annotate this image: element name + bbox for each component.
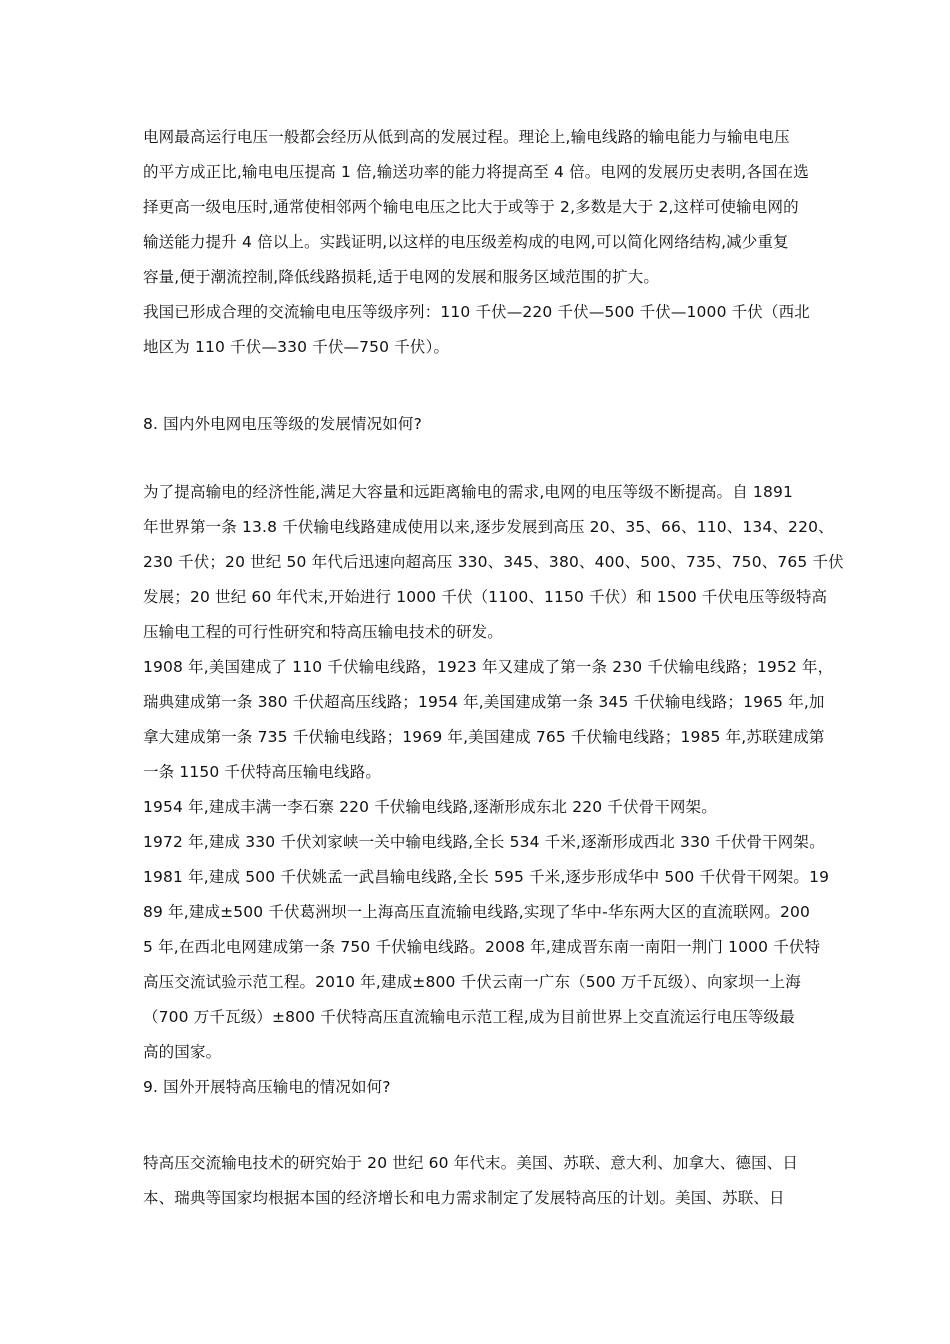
body-text-line: 5 年,在西北电网建成第一条 750 千伏输电线路。2008 年,建成晋东南一南阳一荆门 1000 千伏特: [143, 938, 821, 956]
body-text-line: 年世界第一条 13.8 千伏输电线路建成使用以来,逐步发展到高压 20、35、66、110、134、220、: [143, 518, 834, 536]
section-heading-8: 8. 国内外电网电压等级的发展情况如何?: [143, 415, 422, 433]
body-text-line: 瑞典建成第一条 380 千伏超高压线路；1954 年,美国建成第一条 345 千伏输电线路；1965 年,加: [143, 693, 825, 711]
body-text-line: 输送能力提升 4 倍以上。实践证明,以这样的电压级差构成的电网,可以简化网络结构,减少重复: [143, 233, 789, 251]
body-text-line: 电网最高运行电压一般都会经历从低到高的发展过程。理论上,输电线路的输电能力与输电电压: [143, 128, 790, 146]
body-text-line: 我国已形成合理的交流输电电压等级序列：110 千伏—220 千伏—500 千伏—1000 千伏（西北: [143, 303, 810, 321]
body-text-line: 拿大建成第一条 735 千伏输电线路；1969 年,美国建成 765 千伏输电线路；1985 年,苏联建成第: [143, 728, 825, 746]
body-text-line: 的平方成正比,输电电压提高 1 倍,输送功率的能力将提高至 4 倍。电网的发展历史表明,各国在选: [143, 163, 809, 181]
body-text-line: 1954 年,建成丰满一李石寨 220 千伏输电线路,逐渐形成东北 220 千伏骨干网架。: [143, 798, 717, 816]
body-text-line: 为了提高输电的经济性能,满足大容量和远距离输电的需求,电网的电压等级不断提高。自 1891: [143, 483, 793, 501]
body-text-line: 发展；20 世纪 60 年代末,开始进行 1000 千伏（1100、1150 千伏）和 1500 千伏电压等级特高: [143, 588, 828, 606]
body-text-line: 230 千伏；20 世纪 50 年代后迅速向超高压 330、345、380、400、500、735、750、765 千伏: [143, 553, 844, 571]
body-text-line: 一条 1150 千伏特高压输电线路。: [143, 763, 382, 781]
body-text-line: 1981 年,建成 500 千伏姚孟一武昌输电线路,全长 595 千米,逐步形成华中 500 千伏骨干网架。19: [143, 868, 830, 886]
body-text-line: 择更高一级电压时,通常使相邻两个输电电压之比大于或等于 2,多数是大于 2,这样可使输电网的: [143, 198, 799, 216]
section-heading-9: 9. 国外开展特高压输电的情况如何?: [143, 1078, 391, 1096]
body-text-line: 89 年,建成±500 千伏葛洲坝一上海高压直流输电线路,实现了华中-华东两大区的直流联网。200: [143, 903, 811, 921]
body-text-line: 压输电工程的可行性研究和特高压输电技术的研发。: [143, 623, 503, 641]
body-text-line: 高的国家。: [143, 1043, 222, 1061]
body-text-line: 本、瑞典等国家均根据本国的经济增长和电力需求制定了发展特高压的计划。美国、苏联、日: [143, 1189, 785, 1207]
body-text-line: 特高压交流输电技术的研究始于 20 世纪 60 年代末。美国、苏联、意大利、加拿大、德国、日: [143, 1154, 799, 1172]
body-text-line: 容量,便于潮流控制,降低线路损耗,适于电网的发展和服务区域范围的扩大。: [143, 268, 660, 286]
body-text-line: （700 万千瓦级）±800 千伏特高压直流输电示范工程,成为目前世界上交直流运行电压等级最: [143, 1008, 795, 1026]
body-text-line: 1972 年,建成 330 千伏刘家峡一关中输电线路,全长 534 千米,逐渐形成西北 330 千伏骨干网架。: [143, 833, 825, 851]
body-text-line: 地区为 110 千伏—330 千伏—750 千伏）。: [143, 338, 450, 356]
body-text-line: 1908 年,美国建成了 110 千伏输电线路，1923 年又建成了第一条 230 千伏输电线路；1952 年，: [143, 658, 834, 676]
body-text-line: 高压交流试验示范工程。2010 年,建成±800 千伏云南一广东（500 万千瓦级）、向家坝一上海: [143, 973, 801, 991]
